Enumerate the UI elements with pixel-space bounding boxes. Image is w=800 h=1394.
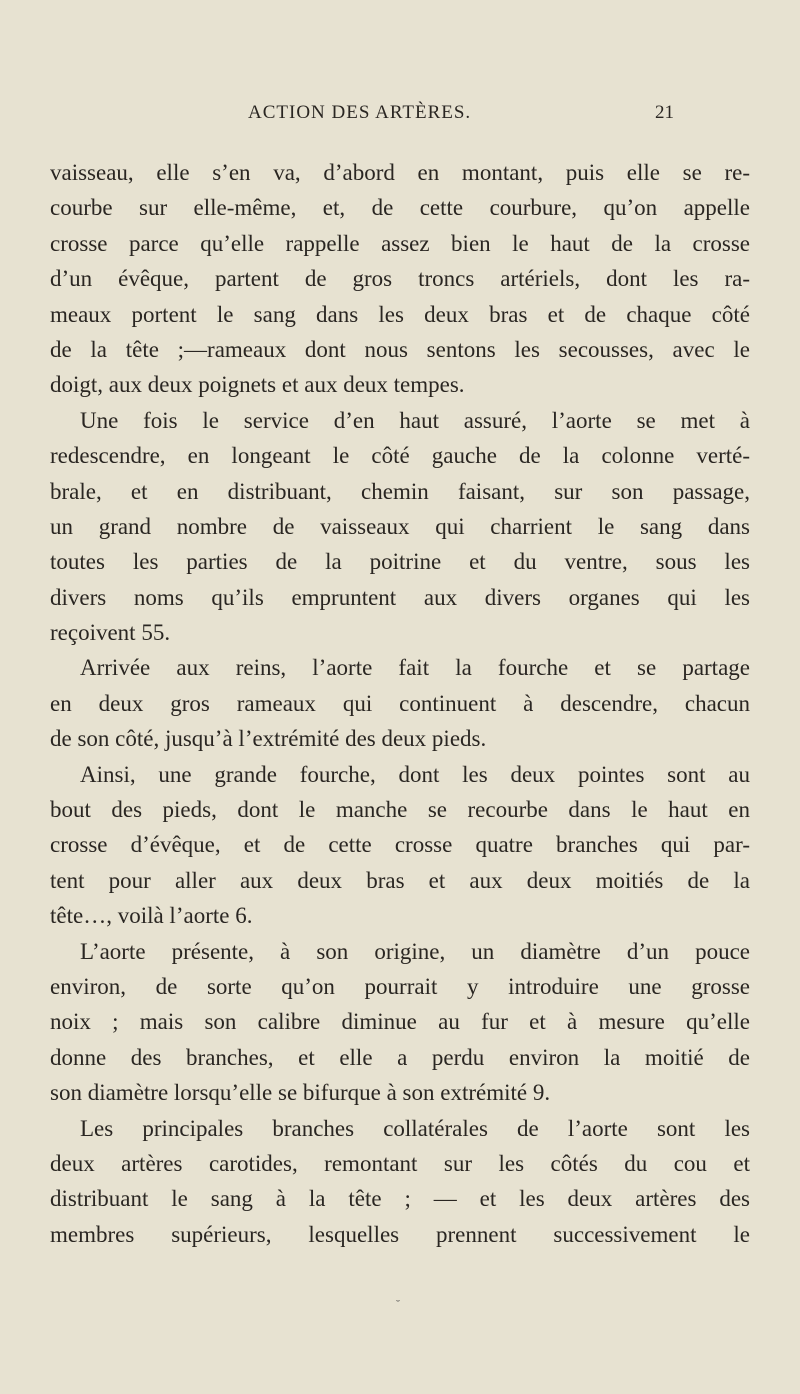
text-line: bout des pieds, dont le manche se recourbe dans le haut en bbox=[50, 797, 750, 823]
text-line: vaisseau, elle s’en va, d’abord en montant, puis elle se re- bbox=[50, 160, 750, 185]
text-line: toutes les parties de la poitrine et du ventre, sous les bbox=[50, 549, 750, 575]
footer-mark: ˘ bbox=[396, 1297, 400, 1311]
text-line: membres supérieurs, lesquelles prennent successivement le bbox=[50, 1221, 750, 1247]
text-line: meaux portent le sang dans les deux bras et de chaque côté bbox=[50, 301, 750, 327]
text-line: distribuant le sang à la tête ; — et les deux artères des bbox=[50, 1186, 750, 1212]
text-line: Une fois le service d’en haut assuré, l’aorte se met à bbox=[80, 407, 750, 433]
page-number: 21 bbox=[655, 102, 674, 123]
text-line: environ, de sorte qu’on pourrait y introduire une grosse bbox=[50, 973, 750, 999]
text-line: son diamètre lorsqu’elle se bifurque à son extrémité 9. bbox=[50, 1080, 551, 1106]
text-line: crosse parce qu’elle rappelle assez bien le haut de la crosse bbox=[50, 230, 750, 256]
text-line: crosse d’évêque, et de cette crosse quatre branches qui par- bbox=[50, 832, 750, 858]
text-line: d’un évêque, partent de gros troncs artériels, dont les ra- bbox=[50, 266, 750, 292]
text-line: brale, et en distribuant, chemin faisant, sur son passage, bbox=[50, 478, 750, 504]
page-header bbox=[0, 102, 800, 132]
text-line: Arrivée aux reins, l’aorte fait la fourche et se partage bbox=[80, 655, 750, 681]
text-line: de son côté, jusqu’à l’extrémité des deux pieds. bbox=[50, 726, 487, 752]
text-line: tête…, voilà l’aorte 6. bbox=[50, 903, 253, 929]
text-line: de la tête ;—rameaux dont nous sentons les secousses, avec le bbox=[50, 336, 750, 362]
text-line: redescendre, en longeant le côté gauche de la colonne verté- bbox=[50, 443, 750, 469]
text-line: doigt, aux deux poignets et aux deux tempes. bbox=[50, 372, 465, 398]
text-line: noix ; mais son calibre diminue au fur et à mesure qu’elle bbox=[50, 1009, 750, 1035]
text-line: donne des branches, et elle a perdu environ la moitié de bbox=[50, 1044, 750, 1070]
text-line: tent pour aller aux deux bras et aux deux moitiés de la bbox=[50, 867, 750, 893]
text-line: reçoivent 55. bbox=[50, 620, 171, 646]
running-title: ACTION DES ARTÈRES. bbox=[248, 102, 472, 123]
body-text bbox=[50, 155, 750, 1252]
text-line: courbe sur elle-même, et, de cette courbure, qu’on appelle bbox=[50, 195, 750, 221]
text-line: deux artères carotides, remontant sur les côtés du cou et bbox=[50, 1150, 750, 1176]
text-line: Ainsi, une grande fourche, dont les deux pointes sont au bbox=[80, 761, 750, 787]
text-line: un grand nombre de vaisseaux qui charrient le sang dans bbox=[50, 513, 750, 539]
text-line: en deux gros rameaux qui continuent à descendre, chacun bbox=[50, 690, 750, 716]
text-line: divers noms qu’ils empruntent aux divers organes qui les bbox=[50, 584, 750, 610]
text-line: Les principales branches collatérales de l’aorte sont les bbox=[80, 1115, 750, 1141]
text-line: L’aorte présente, à son origine, un diamètre d’un pouce bbox=[80, 938, 750, 964]
